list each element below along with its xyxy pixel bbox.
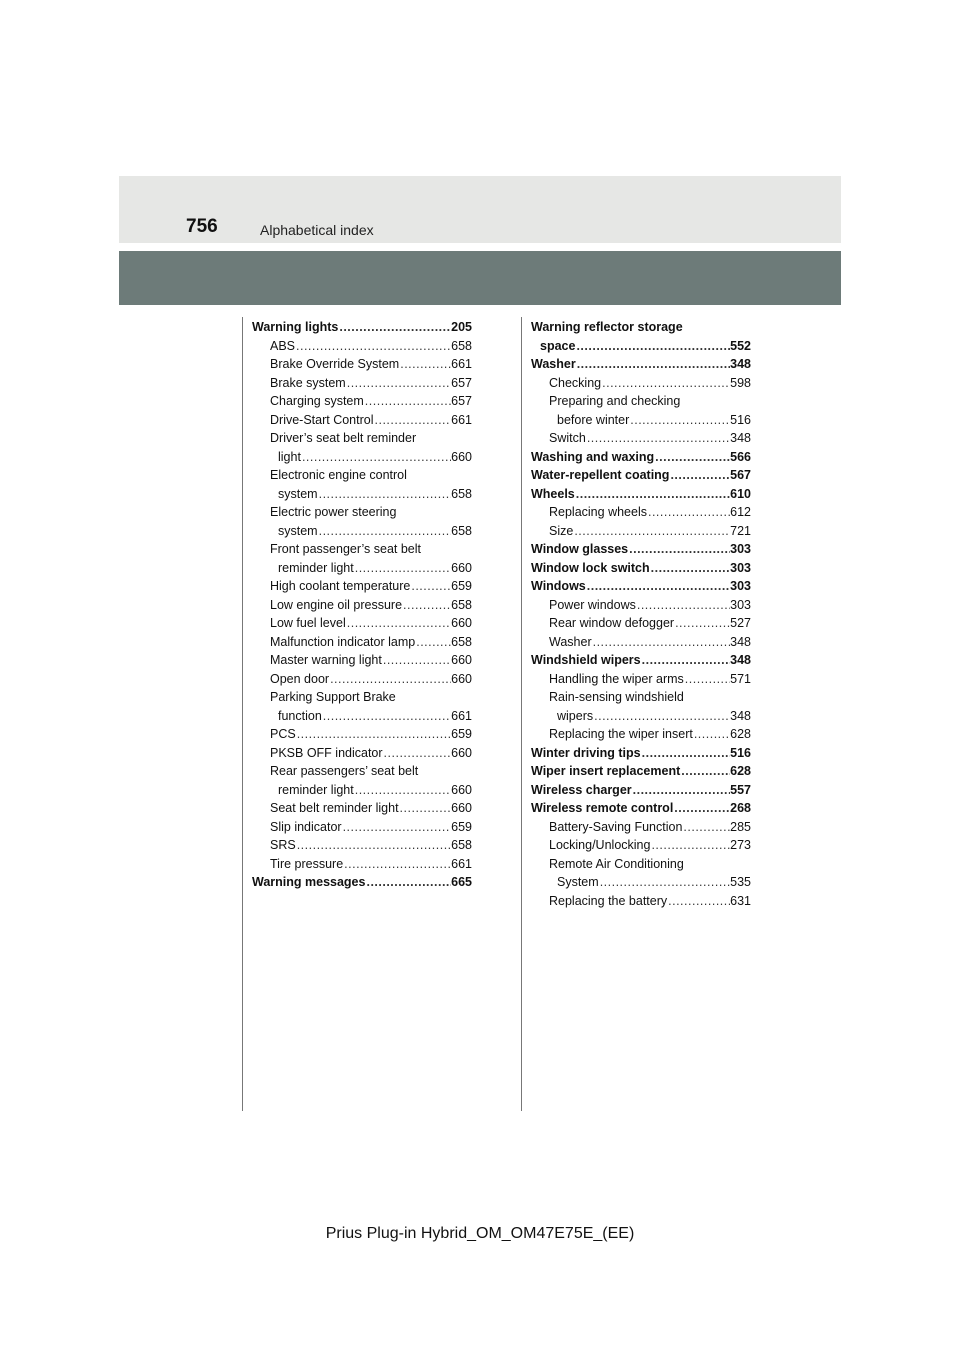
entry-page-number: 610 bbox=[730, 486, 751, 501]
entry-page-number: 660 bbox=[451, 745, 472, 760]
entry-text: Rear window defogger bbox=[549, 616, 675, 630]
entry-text: function bbox=[278, 708, 322, 723]
column-rule-middle bbox=[521, 317, 522, 1111]
entry-text: Front passenger’s seat belt bbox=[270, 542, 422, 556]
entry-page-number: 598 bbox=[730, 375, 751, 390]
entry-text: Replacing the wiper insert bbox=[549, 727, 693, 741]
entry-text: system bbox=[278, 523, 318, 538]
index-subentry bbox=[252, 466, 472, 485]
entry-text: Switch bbox=[549, 431, 586, 445]
entry-page-number: 628 bbox=[730, 727, 751, 741]
entry-text: Master warning light bbox=[270, 653, 382, 667]
index-subentry bbox=[252, 781, 472, 800]
dot-leader bbox=[383, 744, 452, 763]
entry-page-number: 658 bbox=[451, 597, 472, 612]
entry-page-number: 658 bbox=[451, 838, 472, 852]
dot-leader bbox=[628, 540, 730, 559]
entry-text: ABS bbox=[270, 338, 296, 353]
dot-leader bbox=[365, 873, 451, 892]
entry-text: Water-repellent coating bbox=[531, 468, 670, 482]
dot-leader bbox=[296, 725, 451, 744]
dot-leader bbox=[673, 799, 730, 818]
dot-leader bbox=[629, 411, 730, 430]
entry-page-number: 660 bbox=[451, 671, 472, 686]
entry-text: Replacing the battery bbox=[549, 893, 668, 908]
index-subentry bbox=[531, 429, 751, 448]
dot-leader bbox=[599, 873, 730, 892]
entry-page-number: 660 bbox=[451, 616, 472, 630]
entry-text: Windshield wipers bbox=[531, 653, 641, 667]
dot-leader bbox=[654, 448, 730, 467]
dot-leader bbox=[575, 485, 730, 504]
entry-text: light bbox=[278, 449, 301, 464]
entry-text: Brake Override System bbox=[270, 357, 400, 371]
entry-page-number: 658 bbox=[451, 486, 472, 501]
index-subentry bbox=[531, 873, 751, 892]
entry-page-number: 658 bbox=[451, 338, 472, 353]
entry-text: Low fuel level bbox=[270, 616, 346, 630]
index-subentry bbox=[531, 725, 751, 744]
dot-leader bbox=[295, 337, 451, 356]
entry-text: Warning lights bbox=[252, 320, 339, 334]
dot-leader bbox=[364, 392, 451, 411]
dot-leader bbox=[346, 374, 451, 393]
entry-text: Remote Air Conditioning bbox=[549, 856, 684, 871]
entry-text: Charging system bbox=[270, 394, 364, 408]
dot-leader bbox=[601, 374, 730, 393]
entry-page-number: 661 bbox=[451, 708, 472, 723]
dot-leader bbox=[301, 448, 451, 467]
entry-page-number: 557 bbox=[730, 782, 751, 797]
entry-page-number: 660 bbox=[451, 801, 472, 815]
entry-page-number: 659 bbox=[451, 819, 472, 834]
entry-text: Windows bbox=[531, 579, 586, 593]
dot-leader bbox=[586, 577, 730, 596]
dot-leader bbox=[693, 725, 730, 744]
entry-text: Tire pressure bbox=[270, 856, 344, 871]
entry-text: wipers bbox=[557, 708, 594, 723]
entry-page-number: 631 bbox=[730, 893, 751, 908]
index-subentry bbox=[252, 799, 472, 818]
dot-leader bbox=[338, 318, 451, 337]
entry-text: Warning reflector storage bbox=[531, 320, 683, 334]
dot-leader bbox=[354, 781, 451, 800]
index-subentry bbox=[252, 744, 472, 763]
entry-page-number: 516 bbox=[730, 412, 751, 427]
entry-text: Seat belt reminder light bbox=[270, 801, 399, 815]
entry-page-number: 516 bbox=[730, 745, 751, 760]
entry-page-number: 268 bbox=[730, 801, 751, 815]
entry-page-number: 552 bbox=[730, 338, 751, 353]
dot-leader bbox=[674, 614, 730, 633]
index-entry bbox=[531, 744, 751, 763]
entry-text: Washer bbox=[531, 357, 576, 371]
header-band bbox=[119, 176, 841, 243]
index-entry bbox=[531, 540, 751, 559]
entry-text: Window glasses bbox=[531, 542, 629, 556]
dot-leader bbox=[322, 707, 451, 726]
index-entry bbox=[531, 318, 751, 337]
entry-text: reminder light bbox=[278, 560, 354, 575]
entry-page-number: 657 bbox=[451, 394, 472, 408]
entry-text: Replacing wheels bbox=[549, 505, 647, 519]
index-entry bbox=[531, 799, 751, 818]
entry-page-number: 661 bbox=[451, 412, 472, 427]
index-subentry bbox=[531, 707, 751, 726]
dot-leader bbox=[684, 670, 730, 689]
index-subentry bbox=[252, 559, 472, 578]
dot-leader bbox=[641, 651, 731, 670]
entry-text: Checking bbox=[549, 375, 602, 390]
index-entry bbox=[531, 448, 751, 467]
dot-leader bbox=[593, 707, 730, 726]
entry-page-number: 348 bbox=[730, 708, 751, 723]
dot-leader bbox=[636, 596, 730, 615]
entry-text: Warning messages bbox=[252, 875, 366, 889]
index-subentry bbox=[252, 707, 472, 726]
dot-leader bbox=[342, 818, 452, 837]
entry-text: Wiper insert replacement bbox=[531, 764, 681, 778]
entry-page-number: 348 bbox=[730, 653, 751, 667]
entry-text: Brake system bbox=[270, 375, 346, 390]
entry-text: Malfunction indicator lamp bbox=[270, 634, 416, 649]
entry-page-number: 303 bbox=[730, 560, 751, 575]
entry-text: Preparing and checking bbox=[549, 394, 681, 408]
dot-leader bbox=[575, 337, 730, 356]
entry-text: Electronic engine control bbox=[270, 468, 407, 482]
dot-leader bbox=[592, 633, 731, 652]
index-subentry bbox=[252, 725, 472, 744]
entry-text: Locking/Unlocking bbox=[549, 838, 651, 852]
entry-text: Open door bbox=[270, 671, 330, 686]
index-subentry bbox=[252, 651, 472, 670]
dot-leader bbox=[399, 355, 451, 374]
index-subentry bbox=[531, 670, 751, 689]
entry-page-number: 535 bbox=[730, 875, 751, 889]
index-subentry bbox=[252, 818, 472, 837]
index-subentry bbox=[531, 374, 751, 393]
entry-text: High coolant temperature bbox=[270, 579, 411, 593]
index-subentry bbox=[531, 855, 751, 874]
dot-leader bbox=[374, 411, 452, 430]
section-title: Alphabetical index bbox=[260, 222, 374, 238]
index-subentry bbox=[252, 337, 472, 356]
index-subentry bbox=[531, 614, 751, 633]
index-subentry bbox=[252, 614, 472, 633]
index-subentry bbox=[252, 688, 472, 707]
entry-text: Wireless remote control bbox=[531, 801, 674, 815]
dot-leader bbox=[382, 651, 451, 670]
index-entry bbox=[531, 651, 751, 670]
index-subentry bbox=[252, 374, 472, 393]
dot-leader bbox=[573, 522, 730, 541]
dot-leader bbox=[650, 836, 730, 855]
index-subentry bbox=[252, 836, 472, 855]
dot-leader bbox=[669, 466, 730, 485]
index-subentry bbox=[252, 670, 472, 689]
index-subentry bbox=[531, 836, 751, 855]
index-entry bbox=[531, 485, 751, 504]
index-entry bbox=[531, 559, 751, 578]
entry-text: Washing and waxing bbox=[531, 449, 655, 464]
index-subentry bbox=[531, 633, 751, 652]
entry-text: Size bbox=[549, 523, 574, 538]
index-subentry bbox=[252, 411, 472, 430]
entry-page-number: 303 bbox=[730, 542, 751, 556]
index-subentry bbox=[252, 503, 472, 522]
entry-page-number: 659 bbox=[451, 579, 472, 593]
entry-page-number: 661 bbox=[451, 357, 472, 371]
entry-page-number: 348 bbox=[730, 431, 751, 445]
index-subentry bbox=[252, 762, 472, 781]
index-subentry bbox=[252, 540, 472, 559]
index-subentry bbox=[252, 355, 472, 374]
entry-text: Low engine oil pressure bbox=[270, 597, 403, 612]
dot-leader bbox=[586, 429, 730, 448]
entry-text: Winter driving tips bbox=[531, 745, 641, 760]
entry-page-number: 657 bbox=[451, 375, 472, 390]
index-entry bbox=[531, 762, 751, 781]
entry-text: Window lock switch bbox=[531, 560, 650, 575]
entry-text: SRS bbox=[270, 838, 296, 852]
index-subentry bbox=[252, 577, 472, 596]
entry-text: PKSB OFF indicator bbox=[270, 745, 383, 760]
index-subentry bbox=[531, 411, 751, 430]
index-subentry bbox=[252, 855, 472, 874]
index-subentry bbox=[531, 892, 751, 911]
entry-page-number: 660 bbox=[451, 449, 472, 464]
entry-page-number: 285 bbox=[730, 819, 751, 834]
dot-leader bbox=[329, 670, 451, 689]
dot-leader bbox=[415, 633, 451, 652]
entry-text: Washer bbox=[549, 634, 592, 649]
index-subentry bbox=[252, 596, 472, 615]
index-column-1 bbox=[252, 318, 472, 892]
index-subentry bbox=[531, 503, 751, 522]
entry-text: Power windows bbox=[549, 597, 636, 612]
entry-page-number: 660 bbox=[451, 560, 472, 575]
index-entry bbox=[531, 337, 751, 356]
entry-page-number: 628 bbox=[730, 764, 751, 778]
column-rule-left bbox=[242, 317, 243, 1111]
entry-page-number: 658 bbox=[451, 634, 472, 649]
index-entry bbox=[531, 466, 751, 485]
entry-text: system bbox=[278, 486, 318, 501]
entry-text: Battery-Saving Function bbox=[549, 819, 683, 834]
entry-text: Wireless charger bbox=[531, 782, 632, 797]
entry-page-number: 612 bbox=[730, 505, 751, 519]
entry-text: Rear passengers’ seat belt bbox=[270, 764, 419, 778]
entry-page-number: 348 bbox=[730, 357, 751, 371]
index-subentry bbox=[531, 596, 751, 615]
dot-leader bbox=[346, 614, 451, 633]
index-subentry bbox=[531, 818, 751, 837]
dot-leader bbox=[399, 799, 452, 818]
index-subentry bbox=[252, 429, 472, 448]
dot-leader bbox=[318, 485, 452, 504]
entry-page-number: 303 bbox=[730, 597, 751, 612]
entry-page-number: 571 bbox=[730, 671, 751, 686]
index-subentry bbox=[531, 522, 751, 541]
entry-page-number: 660 bbox=[451, 782, 472, 797]
entry-page-number: 205 bbox=[451, 320, 472, 334]
dot-leader bbox=[410, 577, 451, 596]
entry-text: reminder light bbox=[278, 782, 354, 797]
entry-page-number: 660 bbox=[451, 653, 472, 667]
dot-leader bbox=[318, 522, 452, 541]
entry-page-number: 527 bbox=[730, 616, 751, 630]
footer-document-id: Prius Plug-in Hybrid_OM_OM47E75E_(EE) bbox=[325, 1225, 635, 1242]
entry-page-number: 566 bbox=[730, 449, 751, 464]
dot-leader bbox=[667, 892, 730, 911]
index-subentry bbox=[531, 392, 751, 411]
entry-page-number: 567 bbox=[730, 468, 751, 482]
dot-leader bbox=[343, 855, 451, 874]
index-entry bbox=[252, 873, 472, 892]
dot-leader bbox=[296, 836, 451, 855]
index-subentry bbox=[252, 633, 472, 652]
entry-text: Rain-sensing windshield bbox=[549, 690, 684, 704]
entry-text: space bbox=[540, 338, 576, 353]
index-entry bbox=[531, 355, 751, 374]
index-subentry bbox=[252, 448, 472, 467]
entry-page-number: 273 bbox=[730, 838, 751, 852]
entry-page-number: 659 bbox=[451, 727, 472, 741]
entry-text: Electric power steering bbox=[270, 505, 397, 519]
entry-text: Slip indicator bbox=[270, 819, 342, 834]
entry-page-number: 665 bbox=[451, 875, 472, 889]
entry-page-number: 661 bbox=[451, 856, 472, 871]
entry-text: Driver’s seat belt reminder bbox=[270, 431, 417, 445]
dot-leader bbox=[680, 762, 730, 781]
dot-leader bbox=[354, 559, 451, 578]
index-subentry bbox=[531, 688, 751, 707]
index-entry bbox=[252, 318, 472, 337]
entry-page-number: 658 bbox=[451, 523, 472, 538]
dot-leader bbox=[632, 781, 731, 800]
dot-leader bbox=[576, 355, 730, 374]
entry-text: PCS bbox=[270, 727, 296, 741]
dot-leader bbox=[682, 818, 730, 837]
entry-text: Drive-Start Control bbox=[270, 412, 374, 427]
index-subentry bbox=[252, 485, 472, 504]
entry-text: Parking Support Brake bbox=[270, 690, 396, 704]
page-number: 756 bbox=[186, 216, 218, 237]
index-entry bbox=[531, 577, 751, 596]
dot-leader bbox=[402, 596, 451, 615]
dot-leader bbox=[647, 503, 730, 522]
dot-leader bbox=[641, 744, 731, 763]
index-column-2 bbox=[531, 318, 751, 910]
entry-page-number: 303 bbox=[730, 579, 751, 593]
dot-leader bbox=[650, 559, 730, 578]
index-subentry bbox=[252, 522, 472, 541]
index-subentry bbox=[252, 392, 472, 411]
index-entry bbox=[531, 781, 751, 800]
entry-text: Wheels bbox=[531, 486, 575, 501]
header-dark-band bbox=[119, 251, 841, 305]
entry-text: System bbox=[557, 875, 599, 889]
entry-text: before winter bbox=[557, 412, 630, 427]
entry-page-number: 721 bbox=[730, 523, 751, 538]
entry-text: Handling the wiper arms bbox=[549, 671, 684, 686]
entry-page-number: 348 bbox=[730, 634, 751, 649]
